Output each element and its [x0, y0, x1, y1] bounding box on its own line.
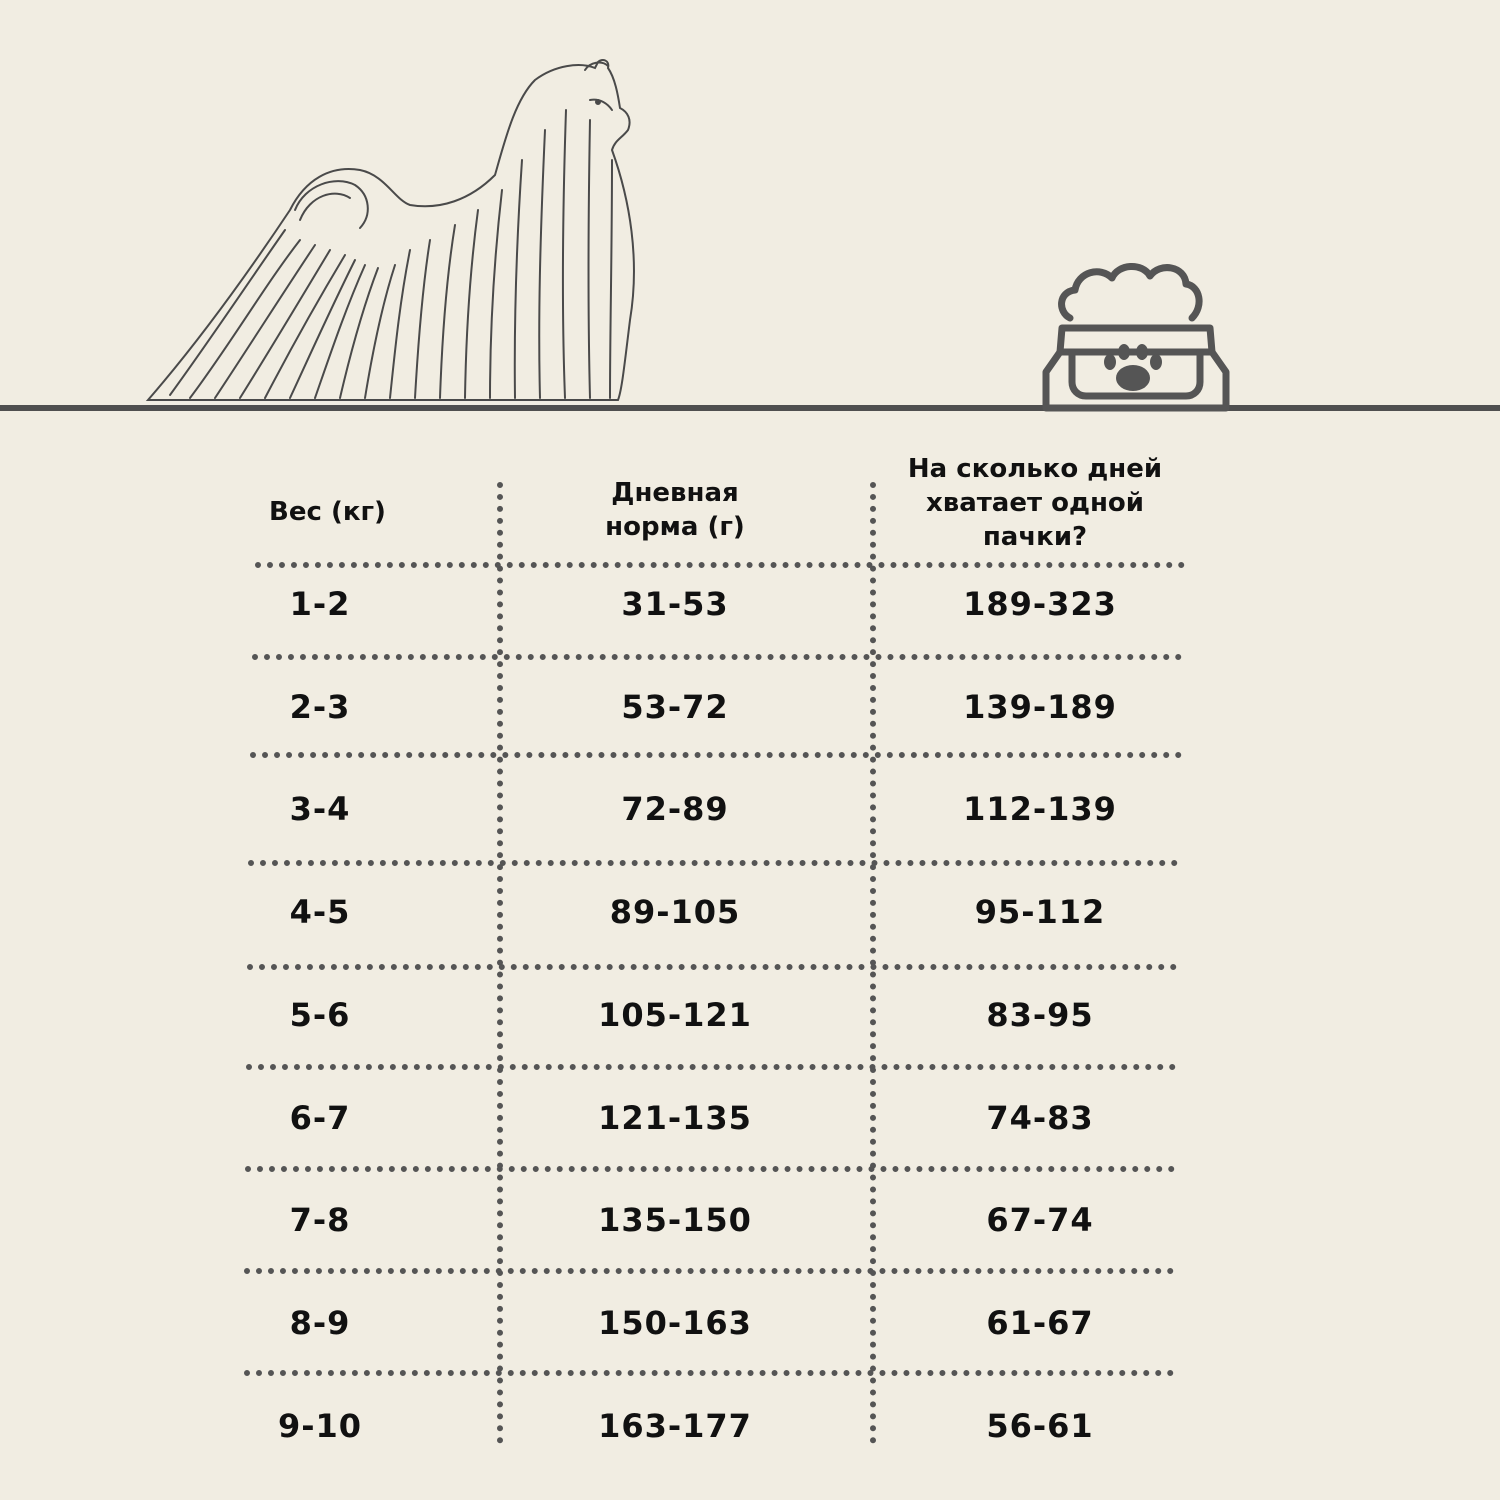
- column-divider-1: [497, 482, 503, 1444]
- row-6-daily: 121-135: [598, 1099, 752, 1137]
- header-days-line3: пачки?: [982, 522, 1088, 552]
- header-days: [880, 448, 1190, 558]
- row-2-weight: 2-3: [289, 688, 351, 726]
- row-4-weight: 4-5: [289, 893, 351, 931]
- row-divider: [248, 860, 1178, 866]
- row-3-weight: 3-4: [289, 790, 351, 828]
- row-1-daily: 31-53: [621, 585, 729, 623]
- row-9-days: 56-61: [986, 1407, 1094, 1445]
- header-weight: [230, 480, 425, 544]
- row-2-daily: 53-72: [621, 688, 729, 726]
- header-daily-norm-line2: норма (г): [605, 512, 745, 542]
- row-7-days: 67-74: [986, 1201, 1094, 1239]
- row-5-daily: 105-121: [598, 996, 752, 1034]
- row-divider: [244, 1370, 1174, 1376]
- row-5-weight: 5-6: [289, 996, 351, 1034]
- row-divider: [247, 964, 1177, 970]
- header-daily-norm-line1: Дневная: [611, 478, 739, 508]
- row-9-daily: 163-177: [598, 1407, 752, 1445]
- row-divider: [252, 654, 1182, 660]
- column-divider-2: [870, 482, 876, 1444]
- row-2-days: 139-189: [963, 688, 1117, 726]
- header-days-line1: На сколько дней: [907, 454, 1163, 484]
- row-6-days: 74-83: [986, 1099, 1094, 1137]
- row-3-daily: 72-89: [621, 790, 729, 828]
- row-divider: [244, 1268, 1174, 1274]
- row-1-days: 189-323: [963, 585, 1117, 623]
- row-8-days: 61-67: [986, 1304, 1094, 1342]
- row-divider: [255, 562, 1185, 568]
- header-days-line2: хватает одной: [925, 488, 1145, 518]
- row-9-weight: 9-10: [277, 1407, 363, 1445]
- row-divider: [250, 752, 1182, 758]
- row-7-weight: 7-8: [289, 1201, 351, 1239]
- row-6-weight: 6-7: [289, 1099, 351, 1137]
- header-daily-norm: [560, 470, 790, 550]
- row-8-daily: 150-163: [598, 1304, 752, 1342]
- row-divider: [245, 1166, 1175, 1172]
- row-5-days: 83-95: [986, 996, 1094, 1034]
- row-4-daily: 89-105: [609, 893, 741, 931]
- row-divider: [246, 1064, 1176, 1070]
- row-8-weight: 8-9: [289, 1304, 351, 1342]
- header-weight-label: Вес (кг): [269, 497, 386, 527]
- row-7-daily: 135-150: [598, 1201, 752, 1239]
- row-1-weight: 1-2: [289, 585, 351, 623]
- row-4-days: 95-112: [974, 893, 1106, 931]
- row-3-days: 112-139: [963, 790, 1117, 828]
